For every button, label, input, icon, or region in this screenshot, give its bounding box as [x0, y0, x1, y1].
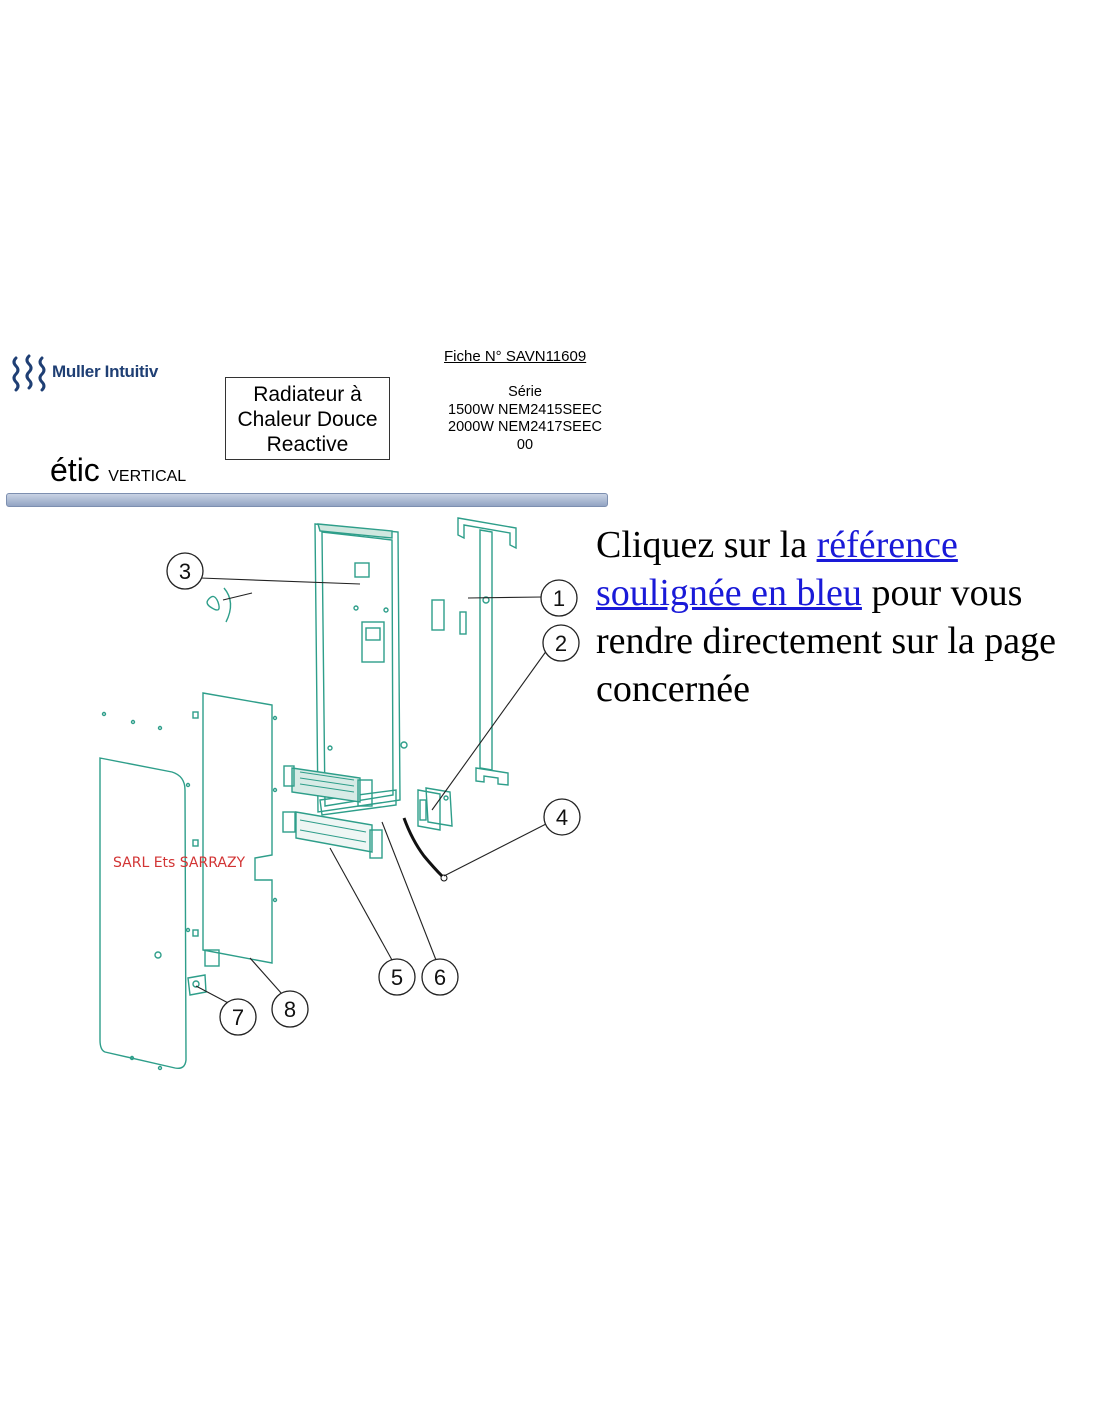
- instructions-before: Cliquez sur la: [596, 524, 817, 566]
- wall-bracket: [432, 518, 516, 785]
- callout-6[interactable]: [422, 959, 458, 995]
- reference-link[interactable]: référence soulignée en bleu: [596, 524, 958, 614]
- callout-8[interactable]: [272, 991, 308, 1027]
- callout-2[interactable]: [543, 625, 579, 661]
- control-box: [418, 788, 452, 830]
- callout-3[interactable]: [167, 553, 203, 589]
- svg-text:7: 7: [231, 1005, 245, 1030]
- heating-element-upper: [284, 766, 372, 806]
- svg-text:6: 6: [433, 965, 447, 990]
- knob-part: [207, 588, 230, 622]
- serie-label: Série: [508, 384, 542, 400]
- fiche-number: Fiche N° SAVN11609: [444, 348, 587, 365]
- back-frame-panel: [315, 524, 407, 815]
- title-line: Chaleur Douce: [237, 408, 378, 431]
- serie-model: 2000W NEM2417SEEC: [448, 419, 602, 435]
- svg-text:3: 3: [178, 559, 192, 584]
- callout-4[interactable]: [544, 799, 580, 835]
- svg-text:2: 2: [554, 631, 568, 656]
- callout-5[interactable]: [379, 959, 415, 995]
- inner-panel: [193, 693, 277, 966]
- logo-text: Muller Intuitiv: [52, 362, 159, 381]
- serie-model: 1500W NEM2415SEEC: [448, 401, 602, 418]
- title-line: Reactive: [266, 433, 349, 456]
- svg-text:4: 4: [555, 805, 569, 830]
- foot-part: [188, 975, 206, 995]
- dealer-watermark: SARL Ets SARRAZY: [113, 855, 246, 871]
- instructions-after: pour vous rendre directement sur la page concernée: [596, 572, 1056, 710]
- svg-text:1: 1: [552, 586, 566, 611]
- heating-element-lower: [283, 812, 382, 858]
- svg-text:5: 5: [390, 965, 404, 990]
- brand-subtitle: VERTICAL: [108, 468, 187, 485]
- svg-text:8: 8: [283, 997, 297, 1022]
- title-line: Radiateur à: [253, 383, 362, 406]
- front-glass-panel: [100, 713, 190, 1070]
- brand-name: étic: [50, 452, 100, 488]
- callout-7[interactable]: [220, 999, 256, 1035]
- callout-1[interactable]: [541, 580, 577, 616]
- serie-suffix: 00: [516, 436, 534, 453]
